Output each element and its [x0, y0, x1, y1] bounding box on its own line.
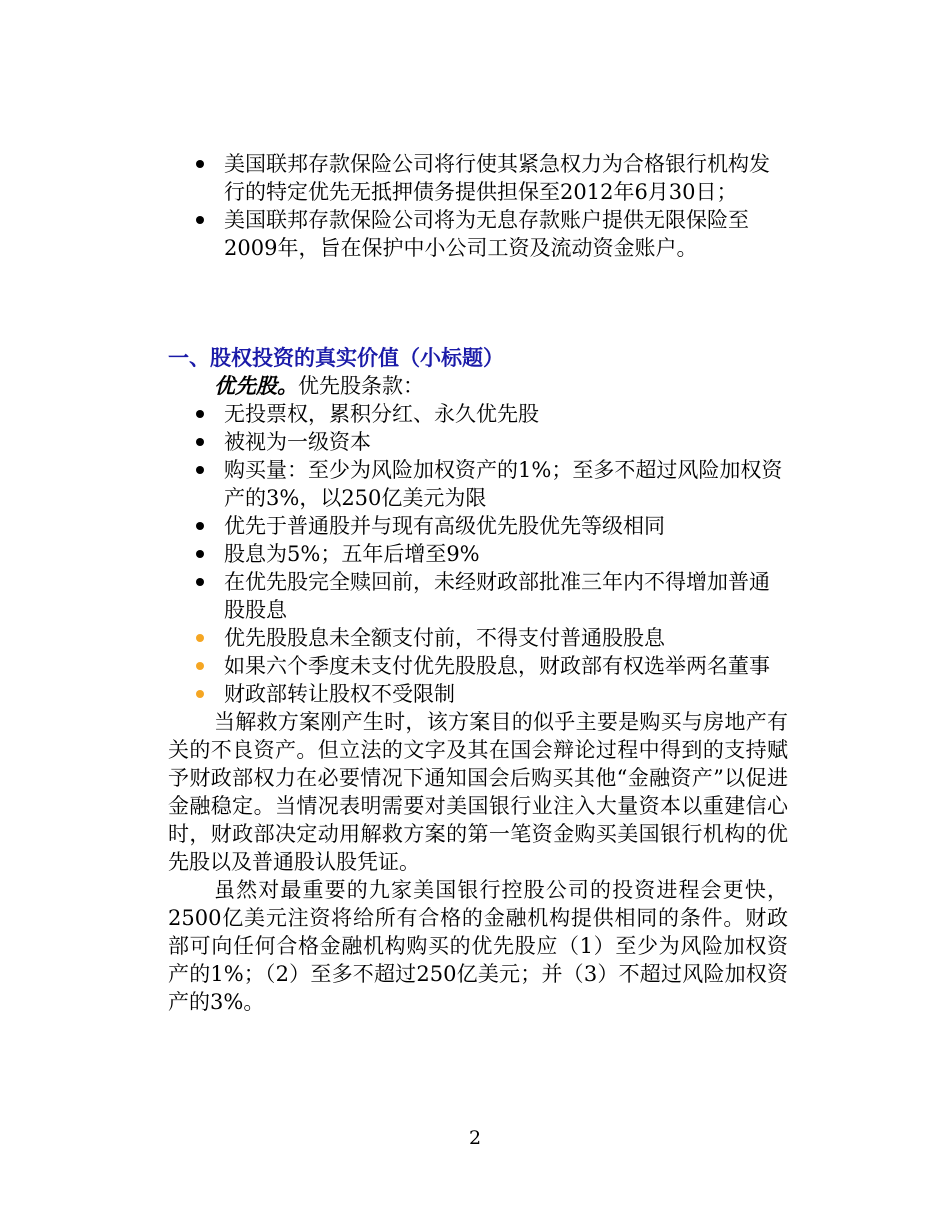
- bullet-dot-icon: [196, 216, 204, 224]
- list-item: [168, 540, 788, 568]
- bullet-dot-icon: [196, 410, 204, 418]
- bullet-dot-icon: [196, 550, 204, 558]
- bullet-dot-orange-icon: [196, 634, 204, 642]
- bullet-text: 被视为一级资本: [224, 430, 371, 454]
- page-content: [168, 150, 788, 1016]
- bullet-dot-icon: [196, 466, 204, 474]
- bullet-text: 优先于普通股并与现有高级优先股优先等级相同: [224, 514, 665, 538]
- list-item: [168, 428, 788, 456]
- bullet-text: 美国联邦存款保险公司将为无息存款账户提供无限保险至2009年，旨在保护中小公司工资及流动资金账户。: [224, 208, 749, 260]
- bullet-text: 如果六个季度未支付优先股股息，财政部有权选举两名董事: [224, 654, 770, 678]
- section-spacer: [168, 262, 788, 344]
- bullet-dot-icon: [196, 160, 204, 168]
- subheading-italic: 优先股。: [214, 373, 298, 398]
- list-item: [168, 456, 788, 512]
- bullet-dot-icon: [196, 578, 204, 586]
- body-paragraph: 当解救方案刚产生时，该方案目的似乎主要是购买与房地产有关的不良资产。但立法的文字及其在国会辩论过程中得到的支持赋予财政部权力在必要情况下通知国会后购买其他“金融资产”以促进金融稳定。当情况表明需要对美国银行业注入大量资本以重建信心时，财政部决定动用解救方案的第一笔资金购买美国银行机构的优先股以及普通股认股凭证。: [168, 710, 788, 874]
- body-paragraph: 虽然对最重要的九家美国银行控股公司的投资进程会更快，2500亿美元注资将给所有合格的金融机构提供相同的条件。财政部可向任何合格金融机构购买的优先股应（1）至少为风险加权资产的1%；（2）至多不超过250亿美元；并（3）不超过风险加权资产的3%。: [168, 878, 788, 1014]
- list-item: [168, 568, 788, 624]
- bullet-text: 股息为5%；五年后增至9%: [224, 542, 480, 566]
- page-number: 2: [468, 1127, 482, 1149]
- section-subheading: [168, 372, 788, 400]
- bullet-dot-icon: [196, 522, 204, 530]
- bullet-text: 优先股股息未全额支付前，不得支付普通股股息: [224, 626, 665, 650]
- list-item: [168, 624, 788, 652]
- list-item: [168, 400, 788, 428]
- top-bullet-list: [168, 150, 788, 262]
- bullet-text: 购买量：至少为风险加权资产的1%；至多不超过风险加权资产的3%，以250亿美元为限: [224, 458, 783, 510]
- list-item: [168, 206, 788, 262]
- terms-bullet-list: [168, 400, 788, 708]
- bullet-dot-orange-icon: [196, 690, 204, 698]
- section-heading: 一、股权投资的真实价值（小标题）: [168, 345, 504, 370]
- bullet-dot-orange-icon: [196, 662, 204, 670]
- bullet-text: 在优先股完全赎回前，未经财政部批准三年内不得增加普通股股息: [224, 570, 770, 622]
- list-item: [168, 150, 788, 206]
- list-item: [168, 652, 788, 680]
- bullet-text: 美国联邦存款保险公司将行使其紧急权力为合格银行机构发行的特定优先无抵押债务提供担保至2012年6月30日；: [224, 152, 770, 204]
- list-item: [168, 512, 788, 540]
- bullet-text: 无投票权，累积分红、永久优先股: [224, 402, 539, 426]
- bullet-dot-icon: [196, 438, 204, 446]
- list-item: [168, 680, 788, 708]
- bullet-text: 财政部转让股权不受限制: [224, 682, 455, 706]
- subheading-text: 优先股条款：: [298, 374, 424, 398]
